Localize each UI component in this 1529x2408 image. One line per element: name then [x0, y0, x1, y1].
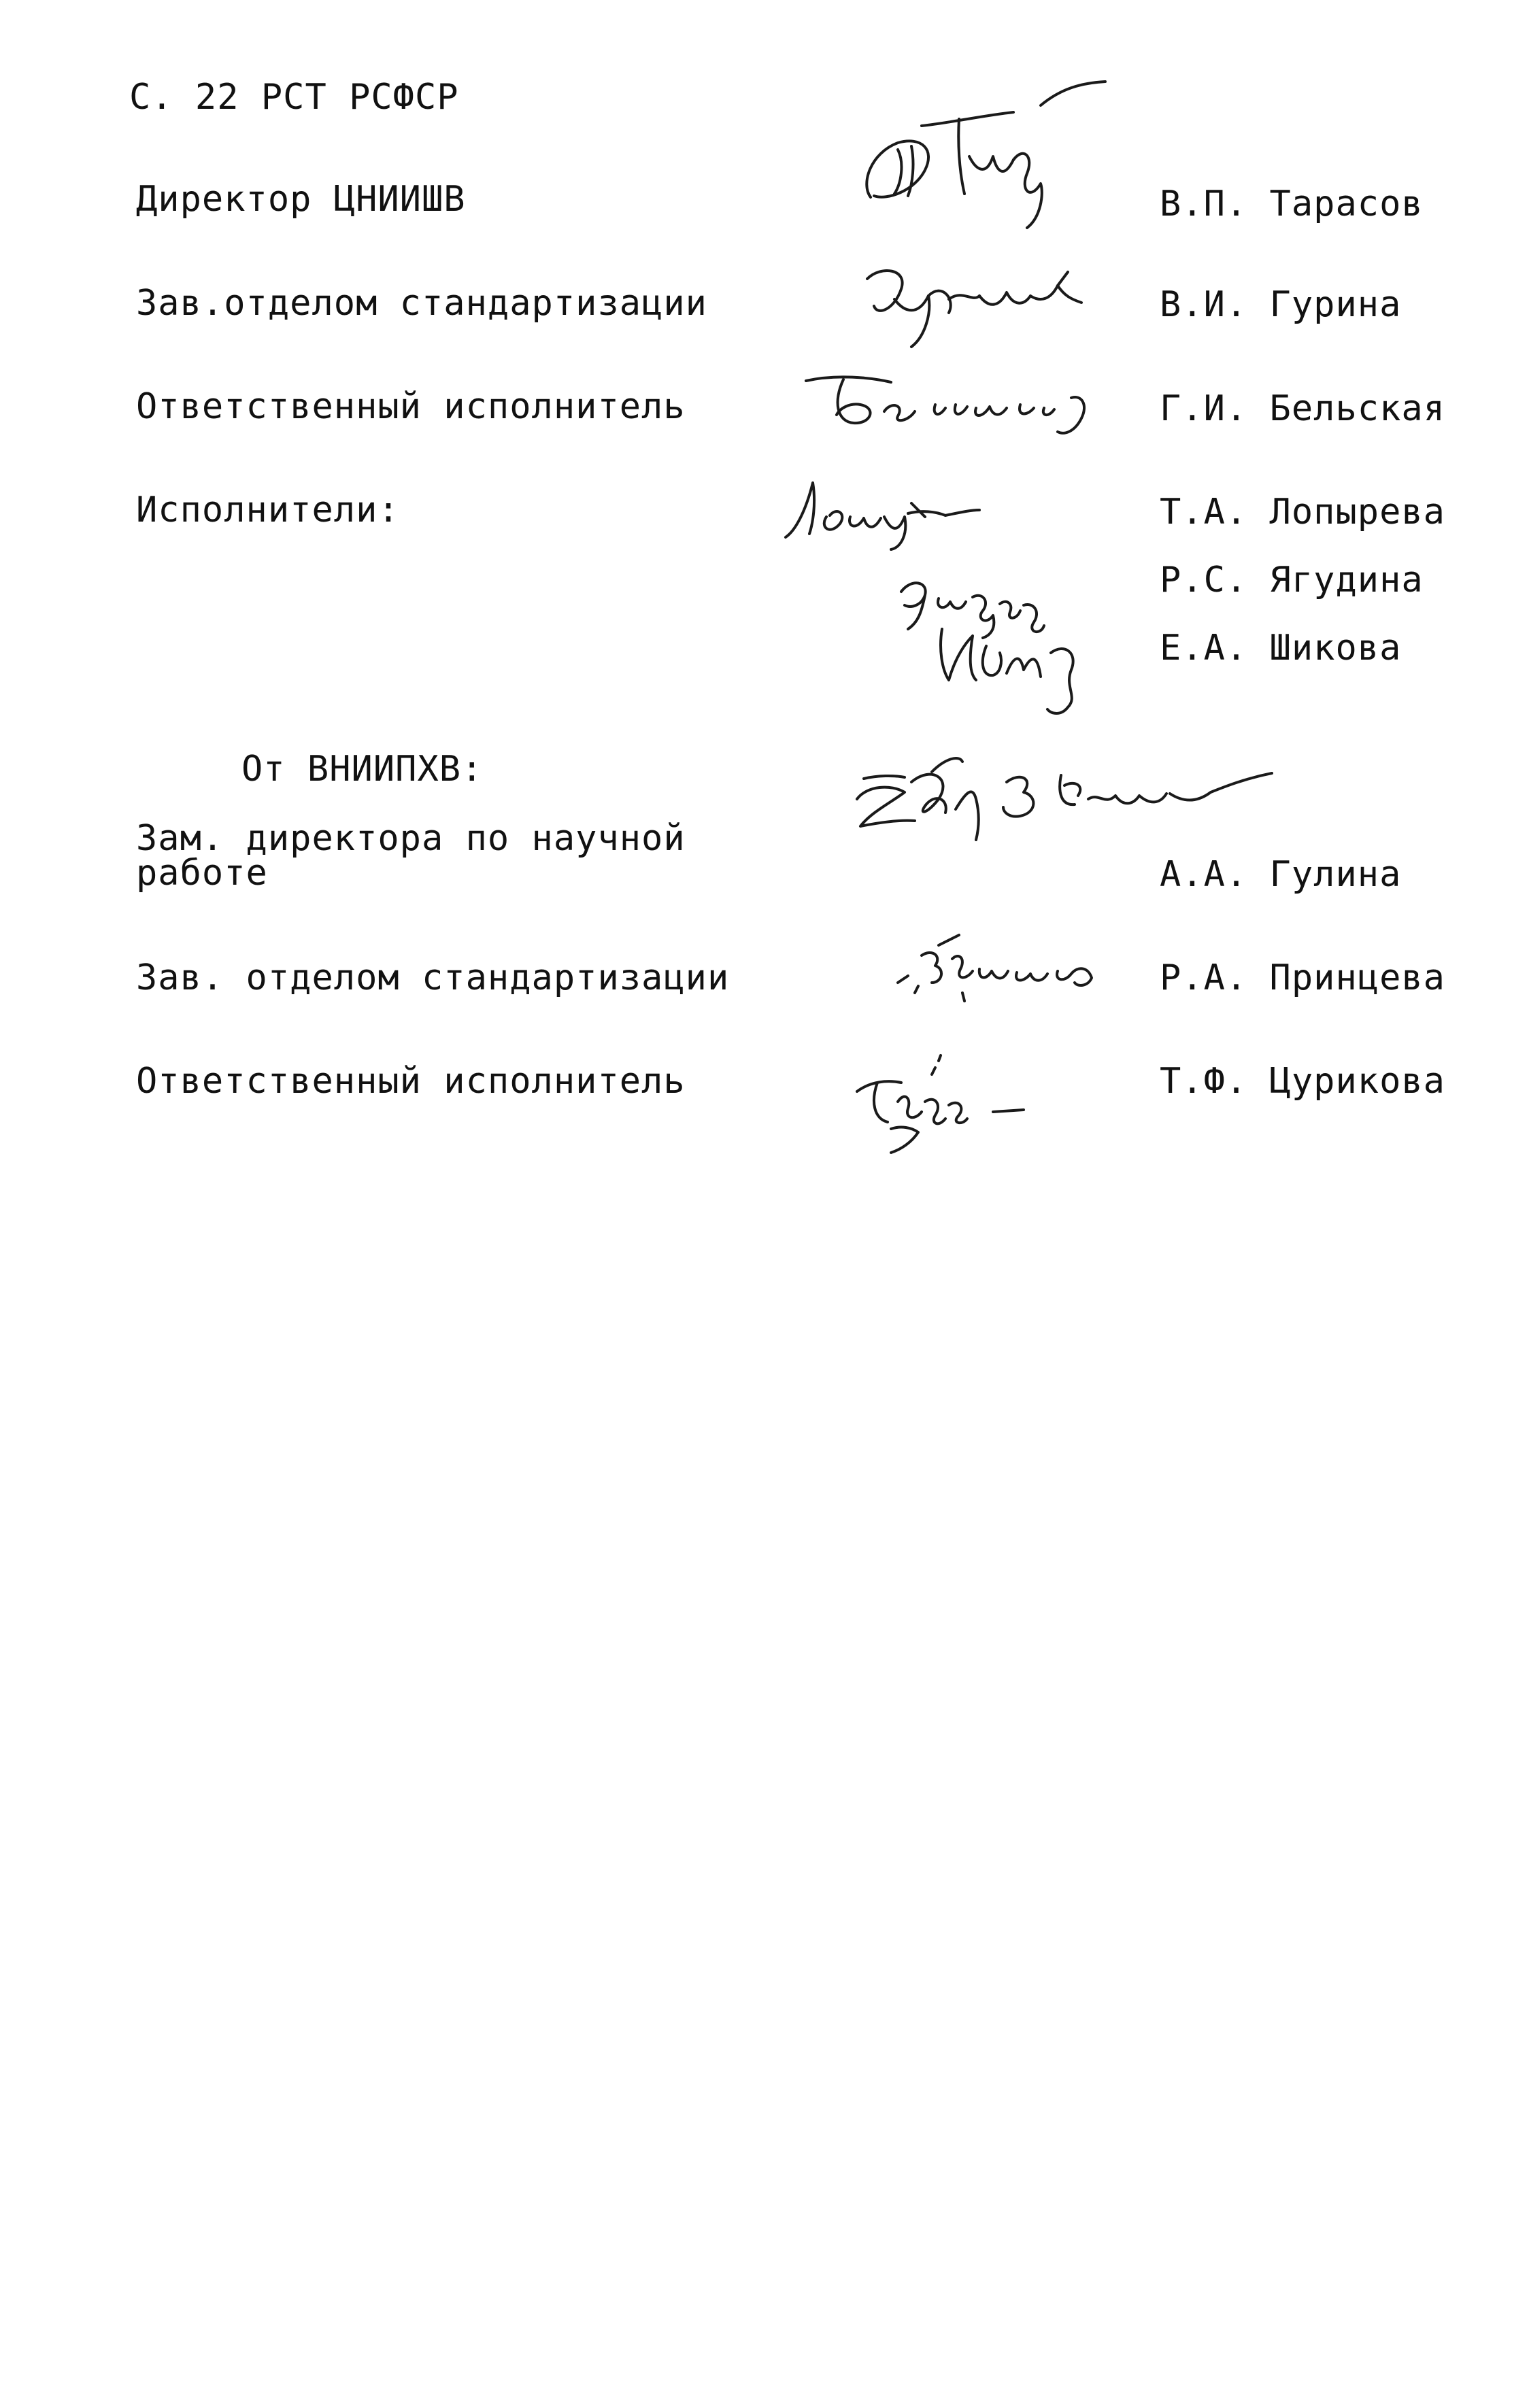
name-belskaya: Г.И. Бельская [1160, 388, 1445, 429]
signature-belskaya [796, 367, 1102, 442]
signature-gulina [830, 745, 1292, 853]
name-yagudina: Р.С. Ягудина [1160, 560, 1424, 600]
name-printseva: Р.А. Принцева [1160, 957, 1445, 998]
role-head-standardization-2: Зав. отделом стандартизации [136, 957, 730, 998]
name-lopyreva: Т.А. Лопырева [1160, 492, 1445, 532]
role-head-standardization: Зав.отделом стандартизации [136, 283, 707, 324]
page-header: С. 22 РСТ РСФСР [129, 77, 459, 118]
name-gurina: В.И. Гурина [1160, 284, 1402, 325]
role-deputy-director-line1: Зам. директора по научной [136, 818, 686, 859]
org-vniipkhv: От ВНИИПХВ: [241, 749, 484, 790]
signature-lopyreva [775, 462, 993, 551]
signature-shikova [932, 615, 1109, 717]
role-responsible-executor-2: Ответственный исполнитель [136, 1061, 686, 1102]
role-executors: Исполнители: [136, 490, 400, 530]
signature-tarasov [857, 75, 1115, 231]
signature-tsurikova [837, 1040, 1061, 1163]
name-shikova: Е.А. Шикова [1160, 628, 1402, 668]
name-gulina: А.А. Гулина [1160, 854, 1402, 895]
name-tarasov: В.П. Тарасов [1160, 184, 1424, 224]
signature-gurina [854, 258, 1098, 354]
name-tsurikova: Т.Ф. Цурикова [1160, 1061, 1445, 1102]
role-deputy-director-line2: работе [136, 853, 268, 894]
signature-printseva [884, 918, 1115, 1013]
role-responsible-executor: Ответственный исполнитель [136, 386, 686, 427]
role-director: Директор ЦНИИШВ [136, 179, 466, 220]
